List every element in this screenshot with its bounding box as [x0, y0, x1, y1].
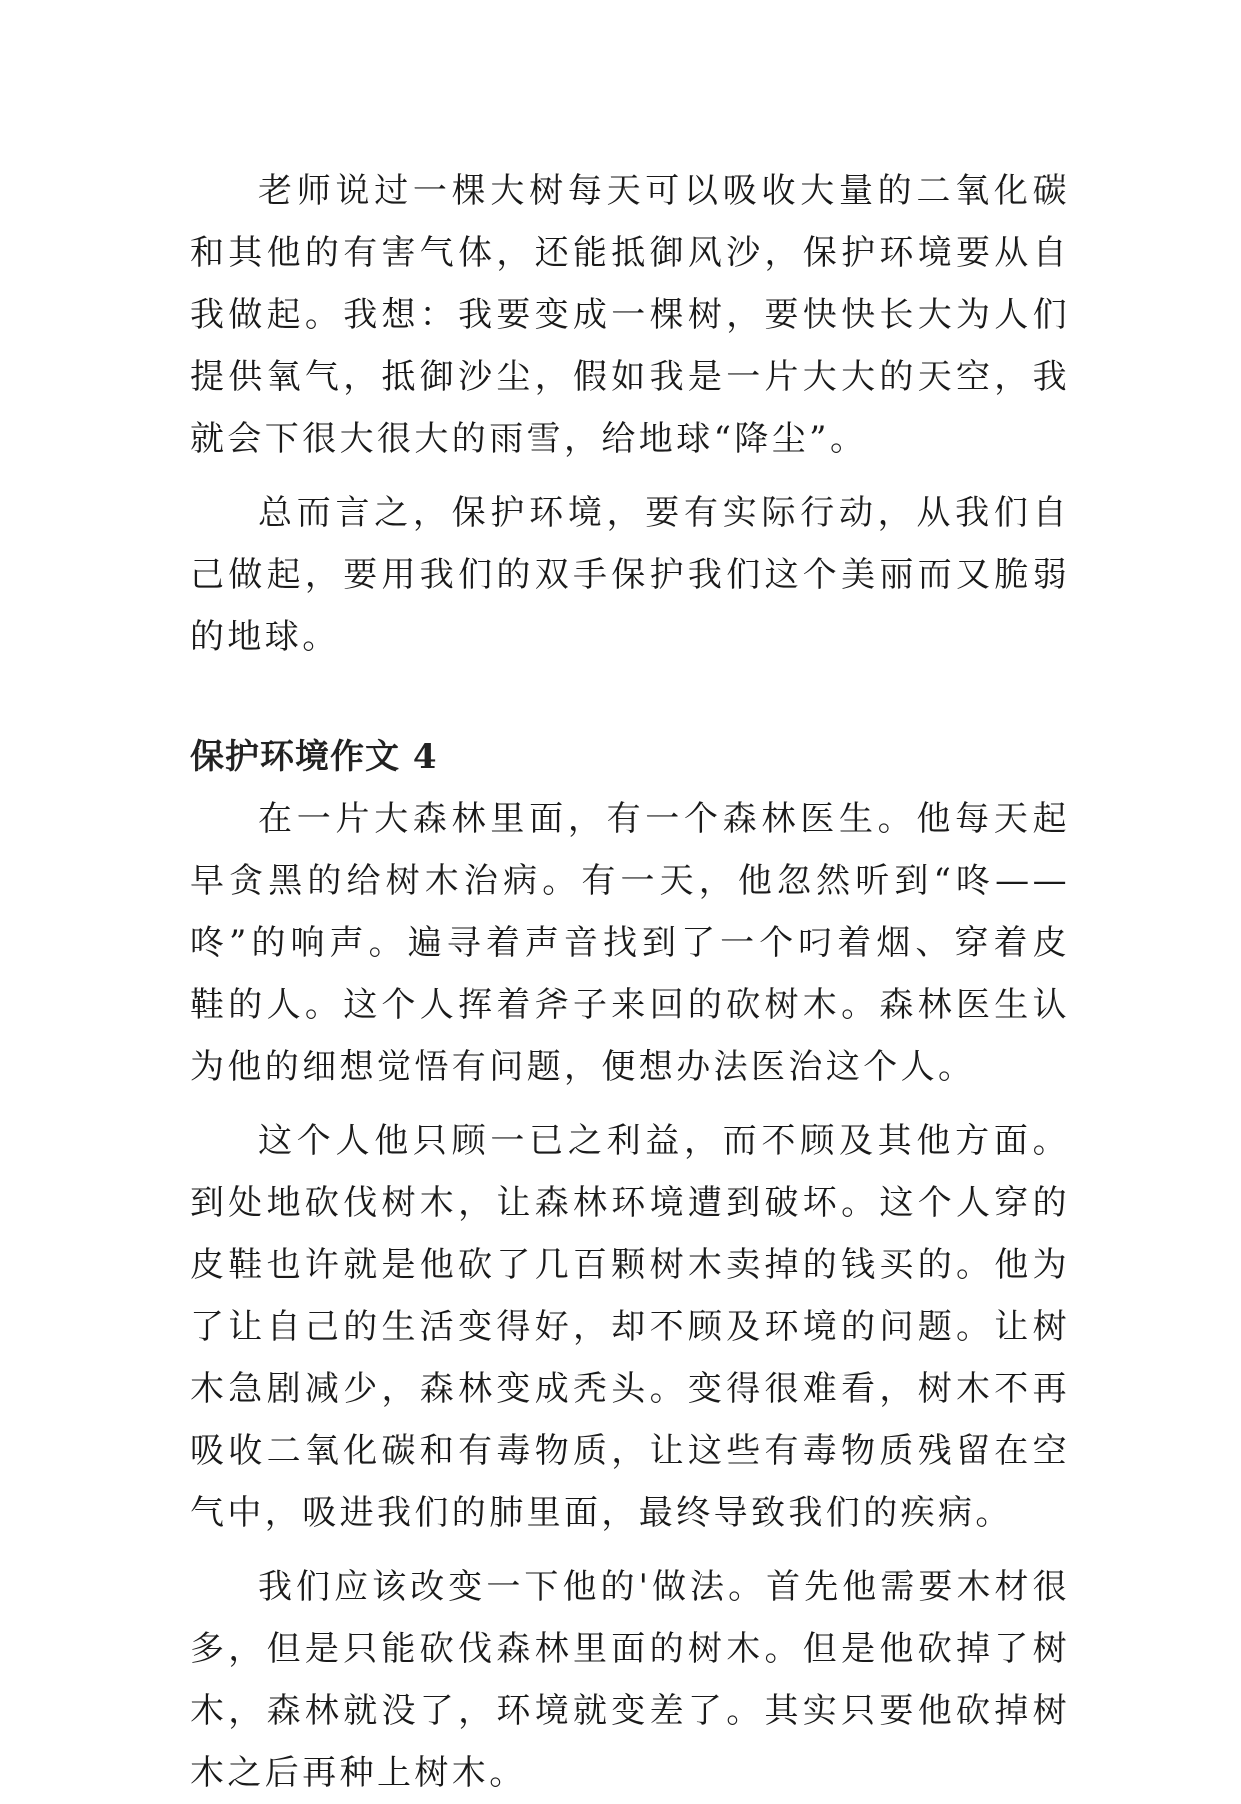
section-title: 保护环境作文 4 — [190, 737, 438, 777]
paragraph-forest-doctor: 在一片大森林里面，有一个森林医生。他每天起早贪黑的给树木治病。有一天，他忽然听到“咚——咚”的响声。遍寻着声音找到了一个叼着烟、穿着皮鞋的人。这个人挥着斧子来回的砍树木。森林医生认为他的细想觉悟有问题，便想办法医治这个人。 — [190, 799, 1070, 1087]
paragraph-conclusion: 总而言之，保护环境，要有实际行动，从我们自己做起，要用我们的双手保护我们这个美丽而又脆弱的地球。 — [190, 493, 1070, 657]
paragraph-spacer — [190, 1098, 1070, 1110]
paragraph-selfish-logger: 这个人他只顾一已之利益，而不顾及其他方面。到处地砍伐树木，让森林环境遭到破坏。这个人穿的皮鞋也许就是他砍了几百颗树木卖掉的钱买的。他为了让自己的生活变得好，却不顾及环境的问题。让树木急剧减少，森林变成秃头。变得很难看，树木不再吸收二氧化碳和有毒物质，让这些有毒物质残留在空气中，吸进我们的肺里面，最终导致我们的疾病。 — [190, 1121, 1070, 1533]
paragraph-spacer — [190, 470, 1070, 482]
paragraph-spacer — [190, 1544, 1070, 1556]
paragraph-change-method: 我们应该改变一下他的'做法。首先他需要木材很多，但是只能砍伐森林里面的树木。但是他砍掉了树木，森林就没了，环境就变差了。其实只要他砍掉树木之后再种上树木。 — [190, 1567, 1070, 1793]
document-page — [190, 160, 1070, 1804]
section-spacer — [190, 668, 1070, 726]
paragraph-trees-absorb-co2: 老师说过一棵大树每天可以吸收大量的二氧化碳和其他的有害气体，还能抵御风沙，保护环境要从自我做起。我想：我要变成一棵树，要快快长大为人们提供氧气，抵御沙尘，假如我是一片大大的天空，我就会下很大很大的雨雪，给地球“降尘”。 — [190, 171, 1070, 459]
